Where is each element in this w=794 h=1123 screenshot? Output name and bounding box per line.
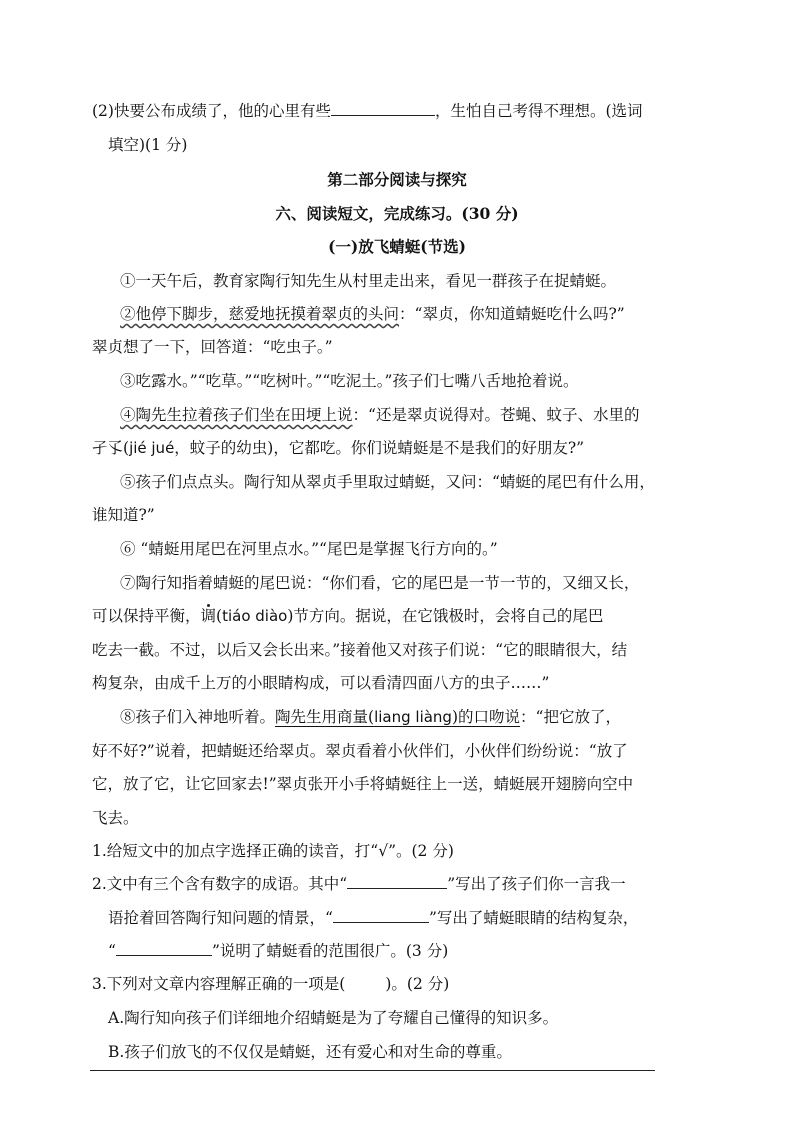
question-text: “	[108, 942, 116, 960]
question-2-line-3	[108, 939, 448, 963]
pinyin-options[interactable]: tiáo diào	[222, 607, 288, 625]
paragraph-text: ：“还是翠贞说得对。苍蝇、蚊子、水里的	[352, 406, 640, 424]
dotted-character: 调	[200, 607, 217, 625]
paragraph-text: )节方向。据说，在它饿极时，会将自己的尾巴	[287, 607, 604, 625]
paragraph-5-line-2: 谁知道?”	[92, 506, 155, 524]
pinyin-annotation: jié jué	[129, 439, 175, 457]
paragraph-3: ③吃露水。”“吃草。”“吃树叶。”“吃泥土。”孩子们七嘴八舌地抢着说。	[120, 372, 579, 390]
question-1: 1.给短文中的加点字选择正确的读音，打“√”。(2 分)	[92, 842, 454, 860]
paragraph-2	[120, 302, 625, 326]
answer-blank[interactable]	[331, 99, 435, 116]
question-text: )。(2 分)	[385, 975, 450, 993]
option-b[interactable]: B.孩子们放飞的不仅仅是蜻蜓，还有爱心和对生命的尊重。	[108, 1043, 512, 1061]
paragraph-7: ⑦陶行知指着蜻蜓的尾巴说：“你们看，它的尾巴是一节一节的，又细又长，	[120, 574, 640, 592]
paragraph-text: (	[216, 607, 223, 625]
underlined-segment: )的口吻说	[451, 708, 521, 726]
paragraph-text: 可以保持平衡，	[92, 607, 201, 625]
question-text: ”说明了蜻蜓看的范围很广。(3 分)	[211, 942, 449, 960]
paragraph-8	[120, 705, 621, 729]
question-points: 填空)(1 分)	[108, 136, 188, 154]
question-text: ”写出了孩子们你一言我一	[447, 875, 626, 893]
paragraph-text: ：“把它放了，	[520, 708, 621, 726]
paragraph-6: ⑥ “蜻蜓用尾巴在河里点水。”“尾巴是掌握飞行方向的。”	[120, 540, 498, 558]
paragraph-text: ：“翠贞，你知道蜻蜓吃什么吗?”	[399, 305, 625, 323]
question-text: ，生怕自己考得不理想。(选词	[434, 102, 643, 120]
paragraph-5: ⑤孩子们点点头。陶行知从翠贞手里取过蜻蜓，又问：“蜻蜓的尾巴有什么用，	[120, 473, 655, 491]
paragraph-7-line-4: 构复杂，由成千上万的小眼睛构成，可以看清四面八方的虫子……”	[92, 674, 550, 692]
answer-blank[interactable]	[333, 906, 429, 923]
question-2-line-2	[108, 906, 638, 930]
pinyin-options[interactable]: liang liàng	[374, 708, 452, 726]
paragraph-2-line-2: 翠贞想了一下，回答道：“吃虫子。”	[92, 338, 333, 356]
wavy-underlined-text: ④陶先生拉着孩子们坐在田埂上说	[120, 406, 353, 424]
passage-title: (一)放飞蜻蜓(节选)	[328, 237, 466, 256]
question-text: 2.文中有三个含有数字的成语。其中“	[92, 875, 348, 893]
question-text: (2)快要公布成绩了，他的心里有些	[92, 102, 331, 120]
paragraph-text: 孑孓(	[92, 439, 130, 457]
question-3	[92, 972, 449, 996]
fill-in-question-2	[92, 99, 643, 123]
wavy-underlined-text: ②他停下脚步，慈爱地抚摸着翠贞的头问	[120, 305, 400, 323]
section-heading: 六、阅读短文，完成练习。(30 分)	[275, 204, 519, 223]
paragraph-1: ①一天午后，教育家陶行知先生从村里走出来，看见一群孩子在捉蜻蜓。	[120, 272, 617, 290]
question-text: 3.下列对文章内容理解正确的一项是(	[92, 975, 346, 993]
underlined-segment: 陶先生用商量(	[275, 708, 375, 726]
paragraph-7-line-3: 吃去一截。不过，以后又会长出来。”接着他又对孩子们说：“它的眼睛很大，结	[92, 641, 628, 659]
paragraph-8-line-4: 飞去。	[92, 809, 139, 827]
paragraph-7-line-2	[92, 604, 603, 628]
underlined-text	[275, 708, 520, 726]
question-text: 语抢着回答陶行知问题的情景，“	[108, 909, 333, 927]
question-2	[92, 872, 626, 896]
option-a[interactable]: A.陶行知向孩子们详细地介绍蜻蜓是为了夸耀自己懂得的知识多。	[108, 1009, 559, 1027]
divider-line	[90, 1070, 655, 1071]
answer-blank[interactable]	[347, 872, 447, 889]
answer-blank[interactable]	[116, 939, 212, 956]
paragraph-8-line-2: 好不好?”说着，把蜻蜓还给翠贞。翠贞看着小伙伴们，小伙伴们纷纷说：“放了	[92, 742, 628, 760]
paragraph-4-line-2	[92, 436, 584, 460]
paragraph-4	[120, 403, 639, 427]
paragraph-8-line-3: 它，放了它，让它回家去!”翠贞张开小手将蜻蜓往上一送，蜻蜓展开翅膀向空中	[92, 775, 634, 793]
question-text: ”写出了蜻蜓眼睛的结构复杂，	[428, 909, 639, 927]
paragraph-text: ，蚊子的幼虫)，它都吃。你们说蜻蜓是不是我们的好朋友?”	[174, 439, 585, 457]
part-title: 第二部分阅读与探究	[327, 170, 467, 189]
paragraph-text: ⑧孩子们入神地听着。	[120, 708, 276, 726]
